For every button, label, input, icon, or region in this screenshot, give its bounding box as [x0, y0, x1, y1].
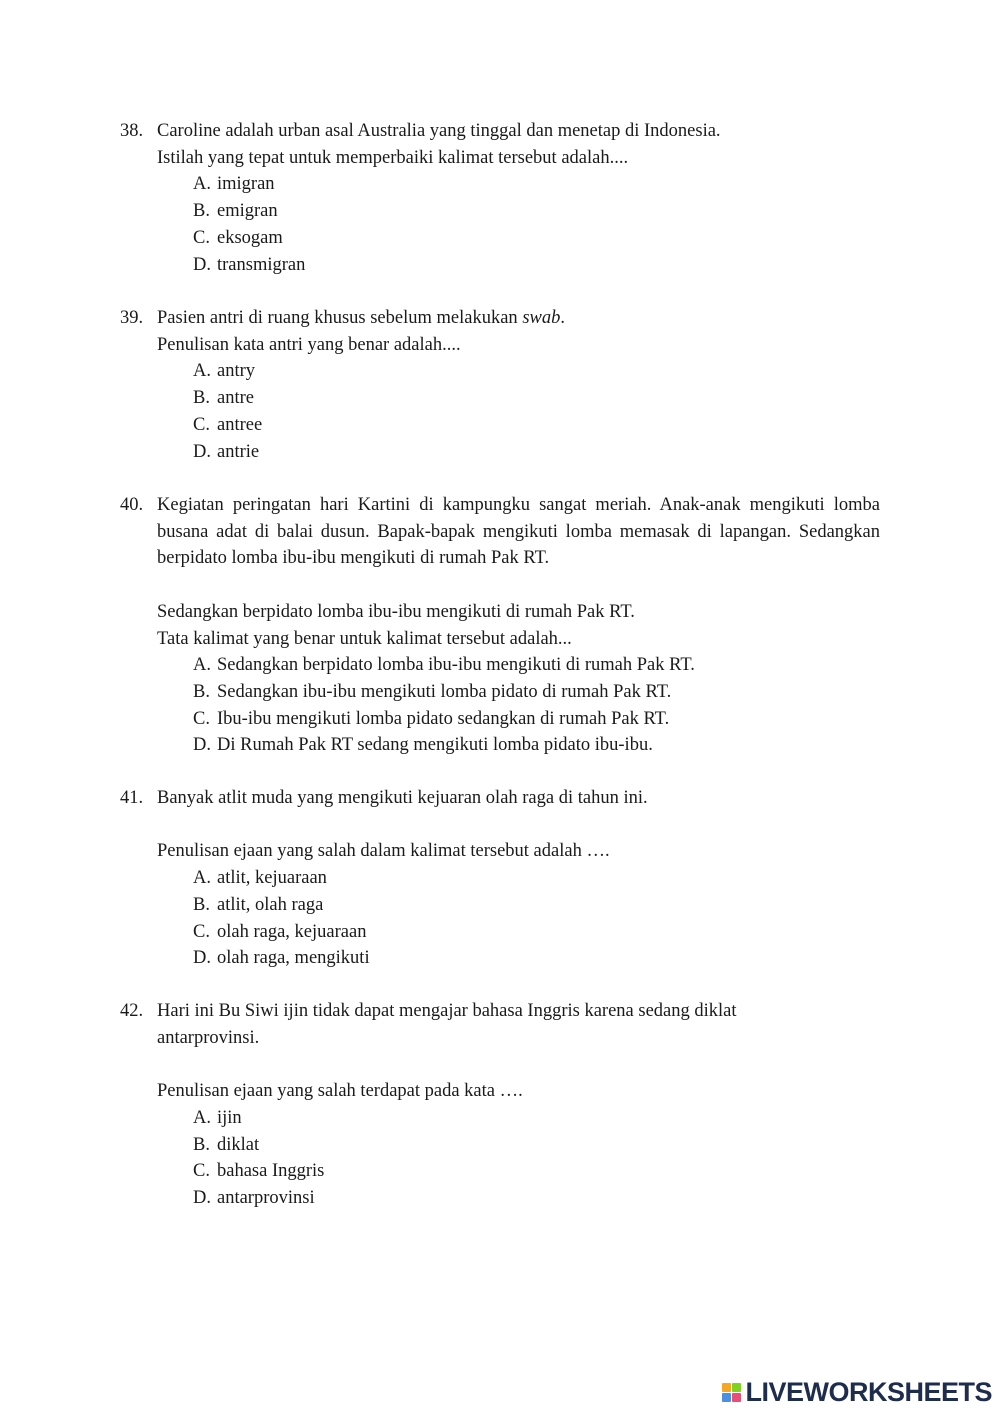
option-text: Sedangkan ibu-ibu mengikuti lomba pidato di rumah Pak RT.: [217, 681, 672, 702]
question-42: [120, 998, 880, 1212]
question-text-part: Pasien antri di ruang khusus sebelum melakukan: [157, 308, 523, 328]
logo-square: [732, 1393, 741, 1402]
question-number: 40.: [120, 495, 144, 515]
option-text: diklat: [217, 1134, 260, 1155]
option-c[interactable]: [193, 412, 880, 439]
option-a[interactable]: [193, 652, 880, 679]
option-text: atlit, olah raga: [217, 894, 324, 915]
question-prompt: Penulisan ejaan yang salah terdapat pada kata ….: [157, 1081, 523, 1102]
question-38: [120, 118, 880, 278]
option-letter: B.: [193, 1134, 210, 1155]
option-letter: D.: [193, 735, 211, 756]
option-list: [193, 652, 880, 759]
option-b[interactable]: [193, 892, 880, 919]
question-39: [120, 305, 880, 465]
option-text: ijin: [217, 1107, 242, 1128]
option-text: Sedangkan berpidato lomba ibu-ibu mengikuti di rumah Pak RT.: [217, 655, 695, 676]
question-number: 41.: [120, 788, 144, 808]
question-text: Hari ini Bu Siwi ijin tidak dapat mengajar bahasa Inggris karena sedang diklat: [157, 1001, 737, 1021]
option-letter: D.: [193, 254, 211, 275]
option-letter: C.: [193, 227, 210, 248]
question-text-part: .: [560, 308, 565, 328]
question-number: 42.: [120, 1001, 144, 1021]
option-b[interactable]: [193, 198, 880, 225]
option-text: olah raga, mengikuti: [217, 948, 370, 969]
option-letter: B.: [193, 388, 210, 409]
option-c[interactable]: [193, 919, 880, 946]
option-letter: D.: [193, 1187, 211, 1208]
question-number: 38.: [120, 121, 144, 141]
logo-square: [722, 1393, 731, 1402]
question-41: [120, 785, 880, 972]
option-a[interactable]: [193, 171, 880, 198]
option-d[interactable]: [193, 732, 880, 759]
option-text: antarprovinsi: [217, 1187, 315, 1208]
option-letter: D.: [193, 948, 211, 969]
option-letter: A.: [193, 361, 211, 382]
question-text: antarprovinsi.: [157, 1027, 260, 1048]
option-letter: A.: [193, 1107, 211, 1128]
option-letter: A.: [193, 868, 211, 889]
option-text: olah raga, kejuaraan: [217, 921, 367, 942]
option-d[interactable]: [193, 945, 880, 972]
option-letter: B.: [193, 201, 210, 222]
option-text: bahasa Inggris: [217, 1161, 325, 1182]
quoted-sentence: Sedangkan berpidato lomba ibu-ibu mengikuti di rumah Pak RT.: [157, 601, 635, 622]
question-prompt: Penulisan ejaan yang salah dalam kalimat tersebut adalah ….: [157, 841, 610, 862]
option-b[interactable]: [193, 385, 880, 412]
spacer: [157, 572, 880, 599]
option-d[interactable]: [193, 252, 880, 279]
question-text: Caroline adalah urban asal Australia yang tinggal dan menetap di Indonesia.: [157, 121, 721, 141]
option-list: [193, 865, 880, 972]
liveworksheets-logo: [722, 1377, 992, 1407]
option-a[interactable]: [193, 358, 880, 385]
option-b[interactable]: [193, 1132, 880, 1159]
option-letter: A.: [193, 174, 211, 195]
option-text: Ibu-ibu mengikuti lomba pidato sedangkan di rumah Pak RT.: [217, 708, 670, 729]
question-prompt: Penulisan kata antri yang benar adalah....: [157, 334, 461, 355]
option-text: transmigran: [217, 254, 306, 275]
option-text: antry: [217, 361, 256, 382]
question-number: 39.: [120, 308, 144, 328]
option-letter: C.: [193, 414, 210, 435]
option-letter: C.: [193, 921, 210, 942]
option-d[interactable]: [193, 439, 880, 466]
question-40: [120, 492, 880, 759]
option-list: [193, 358, 880, 465]
option-text: Di Rumah Pak RT sedang mengikuti lomba pidato ibu-ibu.: [217, 735, 653, 756]
option-text: imigran: [217, 174, 275, 195]
logo-mark-icon: [722, 1383, 741, 1402]
option-c[interactable]: [193, 706, 880, 733]
logo-square: [722, 1383, 731, 1392]
italic-term: swab: [522, 308, 561, 328]
question-text: Banyak atlit muda yang mengikuti kejuaran olah raga di tahun ini.: [157, 788, 648, 808]
option-list: [193, 1105, 880, 1212]
option-d[interactable]: [193, 1185, 880, 1212]
question-text: [157, 305, 880, 332]
option-letter: C.: [193, 708, 210, 729]
option-text: antre: [217, 388, 254, 409]
option-letter: A.: [193, 655, 211, 676]
option-text: antree: [217, 414, 263, 435]
option-a[interactable]: [193, 1105, 880, 1132]
option-list: [193, 171, 880, 278]
question-prompt: Tata kalimat yang benar untuk kalimat tersebut adalah...: [157, 628, 572, 649]
option-letter: C.: [193, 1161, 210, 1182]
option-letter: D.: [193, 441, 211, 462]
option-text: atlit, kejuaraan: [217, 868, 327, 889]
option-c[interactable]: [193, 225, 880, 252]
logo-square: [732, 1383, 741, 1392]
spacer: [157, 812, 880, 839]
option-b[interactable]: [193, 679, 880, 706]
option-c[interactable]: [193, 1158, 880, 1185]
option-text: emigran: [217, 201, 278, 222]
logo-text: LIVEWORKSHEETS: [745, 1376, 992, 1407]
spacer: [157, 1051, 880, 1078]
option-text: antrie: [217, 441, 260, 462]
option-letter: B.: [193, 681, 210, 702]
option-text: eksogam: [217, 227, 283, 248]
question-passage: Kegiatan peringatan hari Kartini di kampungku sangat meriah. Anak-anak mengikuti lomba busana adat di balai dusun. Bapak-bapak mengikuti lomba memasak di lapangan. Sedangkan berpidato lomba ibu-ibu mengikuti di rumah Pak RT.: [157, 495, 880, 569]
question-prompt: Istilah yang tepat untuk memperbaiki kalimat tersebut adalah....: [157, 147, 629, 168]
option-letter: B.: [193, 894, 210, 915]
option-a[interactable]: [193, 865, 880, 892]
